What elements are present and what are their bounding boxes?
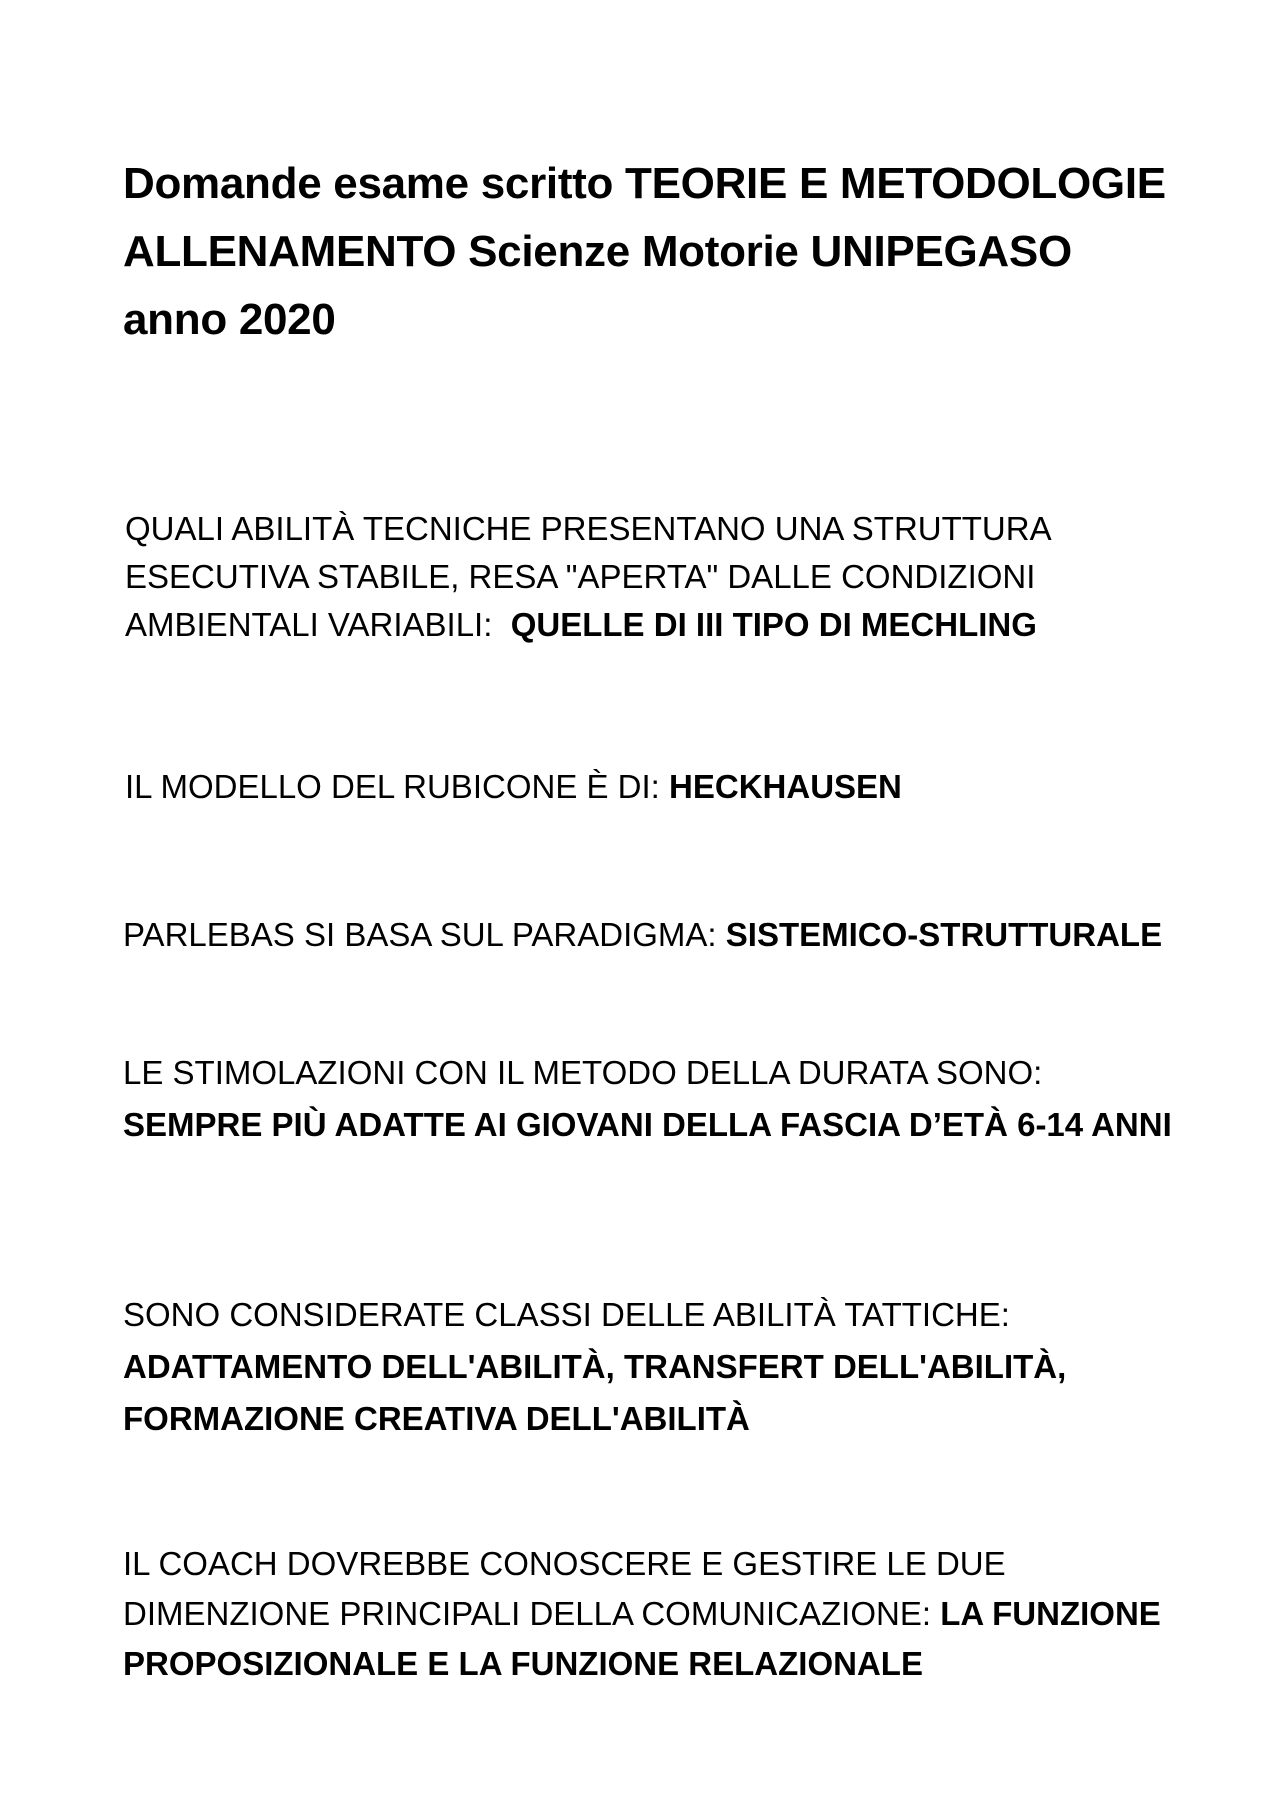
question-text: IL MODELLO DEL RUBICONE È DI: (125, 768, 660, 805)
question-answer-item (125, 763, 1185, 811)
question-answer-item (123, 1539, 1183, 1689)
question-text: QUALI ABILITÀ TECNICHE PRESENTANO UNA STRUTTURA ESECUTIVA STABILE, RESA "APERTA" DALLE CONDIZIONI AMBIENTALI VARIABILI: (125, 510, 1050, 643)
question-text: LE STIMOLAZIONI CON IL METODO DELLA DURATA SONO: (123, 1054, 1043, 1091)
question-text: IL COACH DOVREBBE CONOSCERE E GESTIRE LE DUE DIMENZIONE PRINCIPALI DELLA COMUNICAZIONE: (123, 1545, 1006, 1632)
answer-text: ADATTAMENTO DELL'ABILITÀ, TRANSFERT DELL'ABILITÀ, FORMAZIONE CREATIVA DELL'ABILITÀ (123, 1348, 1067, 1437)
question-text: PARLEBAS SI BASA SUL PARADIGMA: (123, 916, 717, 953)
question-answer-item (123, 1289, 1183, 1445)
answer-text: HECKHAUSEN (669, 768, 902, 805)
answer-text: LA FUNZIONE PROPOSIZIONALE E LA FUNZIONE RELAZIONALE (123, 1595, 1161, 1682)
answer-text: SEMPRE PIÙ ADATTE AI GIOVANI DELLA FASCIA D’ETÀ 6-14 ANNI (123, 1106, 1172, 1143)
answer-text: SISTEMICO-STRUTTURALE (725, 916, 1163, 953)
document-title: Domande esame scritto TEORIE E METODOLOGIE ALLENAMENTO Scienze Motorie UNIPEGASO anno 2020 (123, 159, 1166, 344)
question-answer-item (123, 1047, 1183, 1151)
question-answer-item (125, 505, 1185, 649)
answer-text: QUELLE DI III TIPO DI MECHLING (510, 606, 1037, 643)
question-answer-item (123, 911, 1183, 959)
question-text: SONO CONSIDERATE CLASSI DELLE ABILITÀ TATTICHE: (123, 1296, 1010, 1333)
